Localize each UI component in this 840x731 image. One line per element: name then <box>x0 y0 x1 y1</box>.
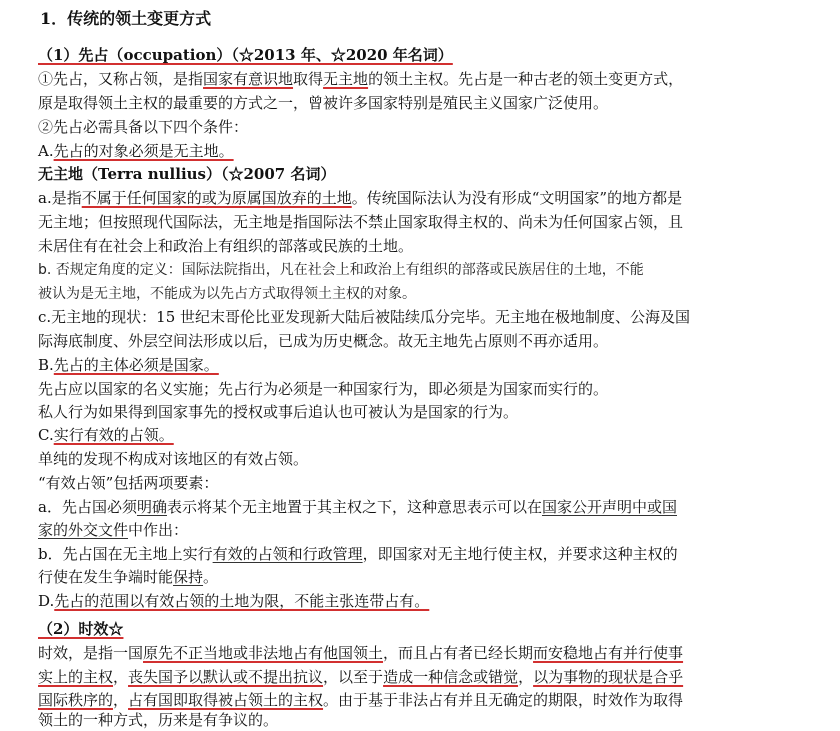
occupation-definition-line-2: 原是取得领土主权的最重要的方式之一，曾被许多国家特别是殖民主义国家广泛使用。 <box>38 94 609 112</box>
text-span: 中作出： <box>128 521 189 539</box>
text-span: 行使在发生争端时能 <box>38 568 174 586</box>
text-span: 。由于基于非法占有并且无确定的期限，时效作为取得 <box>323 691 684 709</box>
text-span: a.是指 <box>38 189 82 207</box>
text-span: ，而且占有者已经长期 <box>383 644 534 662</box>
text-span: B. <box>38 356 54 374</box>
underlined-term: 保持 <box>173 568 204 586</box>
prescription-line-2 <box>38 666 683 688</box>
text-span: 时效，是指一国 <box>38 644 144 662</box>
underlined-term: 而安稳地占有并行使事 <box>533 644 684 662</box>
terra-nullius-c-line-1: c.无主地的现状：15 世纪末哥伦比亚发现新大陆后被陆续瓜分完毕。无主地在极地制度、公海及国 <box>38 308 691 326</box>
terra-nullius-title: 无主地（Terra nullius）（☆2007 名词） <box>38 165 336 183</box>
underlined-term: 造成一种信念或错觉 <box>383 668 519 686</box>
text-span: b．先占国在无主地上实行 <box>38 545 213 563</box>
condition-b <box>38 354 219 376</box>
text-span: a．先占国必须 <box>38 498 137 516</box>
text-span: D. <box>38 592 55 610</box>
occupation-title <box>38 44 453 66</box>
text-span: 。传统国际法认为没有形成“文明国家”的地方都是 <box>351 189 683 207</box>
terra-nullius-b-line-2: 被认为是无主地，不能成为以先占方式取得领土主权的对象。 <box>38 286 416 302</box>
condition-c-b-line-1 <box>38 543 678 565</box>
text-span: 。 <box>203 568 219 586</box>
underlined-term: 国家有意识地 <box>203 70 294 88</box>
text-span: ，以至于 <box>323 668 384 686</box>
underlined-term: 有效的占领和行政管理 <box>212 545 363 563</box>
section-heading: 1．传统的领土变更方式 <box>40 9 212 28</box>
condition-c-a-line-2 <box>38 519 188 541</box>
underlined-term: 先占的主体必须是国家。 <box>53 356 219 374</box>
prescription-title-text: （2）时效☆ <box>38 620 124 638</box>
condition-c <box>38 424 174 446</box>
underlined-term: 无主地 <box>323 70 369 88</box>
terra-nullius-c-line-2: 际海底制度、外层空间法形成以后，已成为历史概念。故无主地先占原则不再亦适用。 <box>38 332 609 350</box>
condition-c-a-line-1 <box>38 496 677 518</box>
underlined-term: 先占的范围以有效占领的土地为限，不能主张连带占有。 <box>54 592 430 610</box>
underlined-term: 明确 <box>136 498 167 516</box>
condition-a <box>38 140 234 162</box>
underlined-term: 不属于任何国家的或为原属国放弃的土地 <box>81 189 352 207</box>
terra-nullius-b-line-1: b. 否规定角度的定义：国际法院指出，凡在社会上和政治上有组织的部落或民族居住的土地，不能 <box>38 262 644 278</box>
condition-c-text-2: “有效占领”包括两项要素： <box>38 474 219 492</box>
text-span: 的领土主权。先占是一种古老的领土变更方式， <box>368 70 684 88</box>
condition-d <box>38 590 429 612</box>
text-span: A. <box>38 142 54 160</box>
text-span: 取得 <box>293 70 324 88</box>
prescription-line-3 <box>38 689 683 711</box>
occupation-definition-line-1 <box>38 68 683 90</box>
underlined-term: 原先不正当地或非法地占有他国领土 <box>143 644 384 662</box>
text-span: ，即国家对无主地行使主权，并要求这种主权的 <box>362 545 678 563</box>
underlined-term: 国家公开声明中或国 <box>541 498 677 516</box>
underlined-term: 丧失国予以默认或不提出抗议 <box>128 668 324 686</box>
underlined-term: 家的外交文件 <box>38 521 129 539</box>
prescription-title <box>38 618 123 640</box>
text-span: ， <box>518 668 534 686</box>
underlined-term: 实行有效的占领。 <box>53 426 174 444</box>
conditions-intro: ②先占必需具备以下四个条件： <box>38 118 249 136</box>
underlined-term: 以为事物的现状是合乎 <box>533 668 684 686</box>
prescription-line-1 <box>38 642 683 664</box>
prescription-line-4: 领土的一种方式，历来是有争议的。 <box>38 711 279 729</box>
condition-b-text-1: 先占应以国家的名义实施；先占行为必须是一种国家行为，即必须是为国家而实行的。 <box>38 380 609 398</box>
condition-c-text-1: 单纯的发现不构成对该地区的有效占领。 <box>38 450 309 468</box>
text-span: C. <box>38 426 54 444</box>
terra-nullius-a-line-3: 未居住有在社会上和政治上有组织的部落或民族的土地。 <box>38 237 414 255</box>
condition-c-b-line-2 <box>38 566 218 588</box>
occupation-title-text: （1）先占（occupation）（☆2013 年、☆2020 年名词） <box>38 46 453 64</box>
text-span: ， <box>113 691 129 709</box>
underlined-term: 国际秩序的 <box>38 691 114 709</box>
text-span: ， <box>113 668 129 686</box>
underlined-term: 实上的主权 <box>38 668 114 686</box>
text-span: ①先占，又称占领，是指 <box>38 70 204 88</box>
text-span: 表示将某个无主地置于其主权之下，这种意思表示可以在 <box>166 498 542 516</box>
condition-b-text-2: 私人行为如果得到国家事先的授权或事后追认也可被认为是国家的行为。 <box>38 403 519 421</box>
underlined-term: 先占的对象必须是无主地。 <box>53 142 234 160</box>
terra-nullius-a-line-2: 无主地；但按照现代国际法，无主地是指国际法不禁止国家取得主权的、尚未为任何国家占领，且 <box>38 213 684 231</box>
underlined-term: 占有国即取得被占领土的主权 <box>128 691 324 709</box>
terra-nullius-a-line-1 <box>38 187 682 209</box>
